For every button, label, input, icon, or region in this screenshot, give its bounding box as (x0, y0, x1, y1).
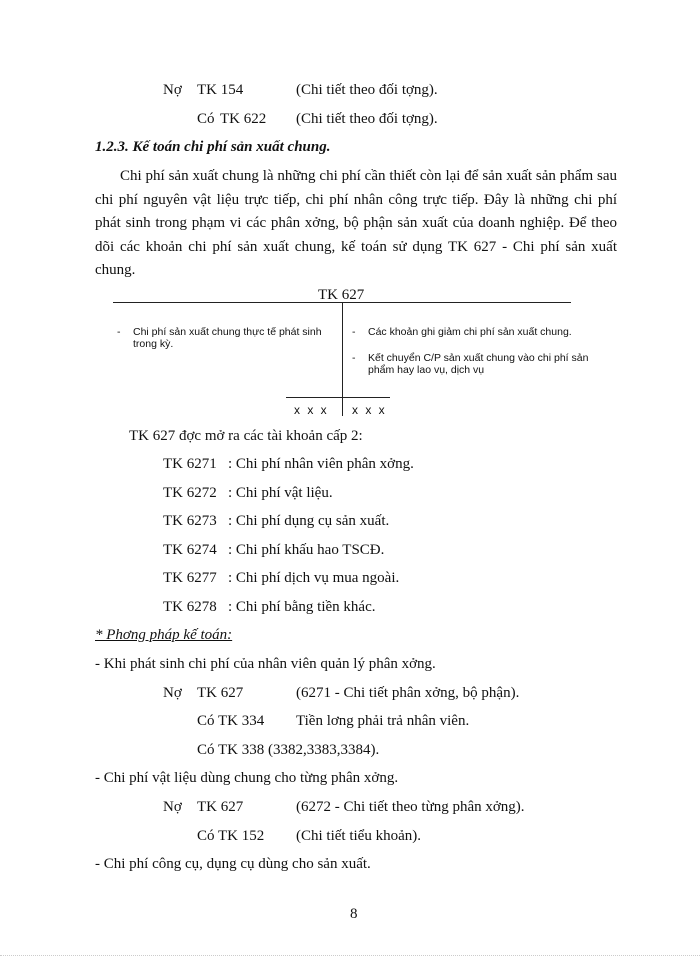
sub-account-code: TK 6271 (163, 456, 217, 472)
entry-debit-detail: (Chi tiết theo đối tợng). (296, 82, 438, 98)
sub-account-desc: : Chi phí dụng cụ sản xuất. (228, 513, 390, 529)
case3-text: - Chi phí công cụ, dụng cụ dùng cho sản xuất. (95, 856, 371, 872)
sub-account-code: TK 6274 (163, 542, 217, 558)
case2-debit-account: TK 627 (197, 799, 244, 815)
sub-account-code: TK 6277 (163, 570, 217, 586)
t-account-title: TK 627 (318, 287, 365, 303)
entry-credit-detail: (Chi tiết theo đối tợng). (296, 111, 438, 127)
case1-text: - Khi phát sinh chi phí của nhân viên quản lý phân xởng. (95, 656, 436, 672)
case1-debit-detail: (6271 - Chi tiết phân xởng, bộ phận). (296, 685, 520, 701)
sub-account-desc: : Chi phí khấu hao TSCĐ. (228, 542, 385, 558)
case2-credit-1: Có TK 152 (197, 828, 265, 844)
t-account-debit-item: - Chi phí sản xuất chung thực tế phát sinh trong kỳ. (117, 326, 322, 350)
sub-account-desc: : Chi phí nhân viên phân xởng. (228, 456, 414, 472)
case2-debit-detail: (6272 - Chi tiết theo từng phân xởng). (296, 799, 525, 815)
page-bottom-border (0, 955, 700, 956)
case1-credit-1-detail: Tiền lơng phải trả nhân viên. (296, 713, 470, 729)
entry-debit-account: TK 154 (197, 82, 244, 98)
entry-credit-label: Có (197, 111, 215, 127)
case2-debit-label: Nợ (163, 799, 182, 815)
t-account-credit-item-2: - Kết chuyển C/P sản xuất chung vào chi phí sản phẩm hay lao vụ, dịch vụ (352, 352, 589, 376)
sub-account-code: TK 6272 (163, 485, 217, 501)
intro-paragraph (95, 165, 617, 283)
t-account-divider (342, 303, 343, 416)
t-account-credit-item-1: - Các khoản ghi giảm chi phí sản xuất chung. (352, 326, 572, 338)
sub-accounts-intro: TK 627 đợc mở ra các tài khoản cấp 2: (129, 428, 363, 444)
t-account-credit-total: x x x (352, 403, 387, 417)
t-account-debit-total: x x x (294, 403, 329, 417)
entry-debit-label: Nợ (163, 82, 182, 98)
case1-debit-account: TK 627 (197, 685, 244, 701)
case1-credit-2: Có TK 338 (3382,3383,3384). (197, 742, 380, 758)
case1-credit-1: Có TK 334 (197, 713, 265, 729)
entry-credit-account: TK 622 (220, 111, 267, 127)
t-account-total-line (286, 397, 390, 398)
sub-account-desc: : Chi phí dịch vụ mua ngoài. (228, 570, 400, 586)
case2-credit-1-detail: (Chi tiết tiểu khoản). (296, 828, 421, 844)
intro-paragraph-text: Chi phí sản xuất chung là những chi phí cần thiết còn lại để sản xuất sản phẩm sau chi phí nguyên vật liệu trực tiếp, chi phí nhân công trực tiếp. Đây là những chi phí phát sinh trong phạm vi các phân xởng, bộ phận sản xuất của doanh nghiệp. Để theo dõi các khoản chi phí sản xuất chung, kế toán sử dụng TK 627 - Chi phí sản xuất chung. (95, 168, 617, 278)
sub-account-desc: : Chi phí bằng tiền khác. (228, 599, 376, 615)
sub-account-desc: : Chi phí vật liệu. (228, 485, 333, 501)
sub-account-code: TK 6278 (163, 599, 217, 615)
page-number: 8 (350, 906, 358, 922)
case1-debit-label: Nợ (163, 685, 182, 701)
case2-text: - Chi phí vật liệu dùng chung cho từng phân xởng. (95, 770, 399, 786)
method-heading: * Phơng pháp kế toán: (95, 627, 233, 643)
section-heading: 1.2.3. Kế toán chi phí sản xuất chung. (95, 139, 331, 155)
sub-account-code: TK 6273 (163, 513, 217, 529)
